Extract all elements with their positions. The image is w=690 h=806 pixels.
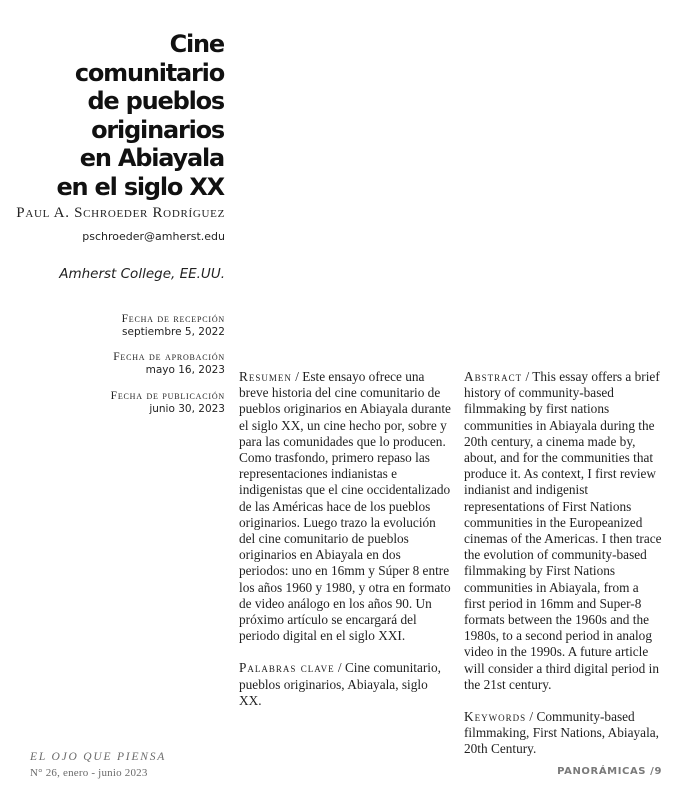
section-page-number: PANORÁMICAS /9 <box>557 766 662 777</box>
keywords-heading: Keywords <box>464 709 527 725</box>
keywords <box>464 709 662 758</box>
date-label: Fecha de aprobación <box>113 351 225 363</box>
abstract-paragraph <box>464 369 662 693</box>
date-received <box>122 313 225 339</box>
date-value: junio 30, 2023 <box>149 403 225 415</box>
author-name: Paul A. Schroeder Rodríguez <box>16 205 225 221</box>
date-label: Fecha de recepción <box>121 313 225 325</box>
resumen-paragraph <box>239 369 451 644</box>
abstract-text: This essay offers a brief history of community-based filmmaking by first nations communities in Abiayala during the 20th century, a cinema made by, about, and for the communities that produce it. As context, I first review indianist and indigenist representations of First Nations communities in the Europeanized cinemas of the Americas. I then trace the evolution of community-based filmmaking by First Nations communities in Abiayala, from a first period in 16mm and Super-8 formats between the 1960s and the 1980s, to a second period in analog video in the 1990s. A future article will consider a third digital period in the 21st century. <box>464 369 662 692</box>
title-line: en el siglo XX <box>56 172 224 201</box>
abstract-heading: Abstract <box>464 369 523 384</box>
date-approved <box>113 351 225 377</box>
abstract-column <box>464 369 662 758</box>
date-label: Fecha de publicación <box>110 390 225 402</box>
author-affiliation: Amherst College, EE.UU. <box>59 266 225 282</box>
date-value: septiembre 5, 2022 <box>122 326 225 338</box>
separator: / <box>291 369 303 384</box>
article-title <box>20 30 224 201</box>
keywords-text: Community-based filmmaking, First Nations, Abiayala, 20th Century. <box>464 709 659 757</box>
palabras-clave <box>239 660 451 709</box>
date-value: mayo 16, 2023 <box>145 364 225 376</box>
journal-name: EL OJO QUE PIENSA <box>30 751 167 763</box>
keywords-text: Cine comunitario, pueblos originarios, Abiayala, siglo XX. <box>239 660 441 708</box>
separator: / <box>522 369 533 384</box>
journal-issue: N° 26, enero - junio 2023 <box>30 767 148 779</box>
date-published <box>111 390 225 416</box>
keywords-heading: Palabras clave <box>239 660 335 676</box>
title-line: en Abiayala <box>79 144 224 172</box>
author-email[interactable]: pschroeder@amherst.edu <box>82 230 225 243</box>
resumen-column <box>239 369 451 709</box>
separator: / <box>334 660 342 676</box>
resumen-text: Este ensayo ofrece una breve historia del cine comunitario de pueblos originarios en Abiayala durante el siglo XX, un cine hecho por, sobre y para las comunidades que lo producen. Como trasfondo, primero repaso las representaciones indianistas e indigenistas que el cine occidentalizado de las Américas hace de los pueblos originarios. Luego trazo la evolución del cine comunitario de pueblos originarios en Abiayala en dos periodos: uno en 16mm y Súper 8 entre los años 1960 y 1980, y otra en formato de video análogo en los años 90. Un próximo artículo se encargará del periodo digital en el siglo XXI. <box>239 369 451 644</box>
title-line: Cine comunitario <box>74 30 224 87</box>
title-line: originarios <box>91 115 224 144</box>
resumen-heading: Resumen <box>239 369 292 384</box>
separator: / <box>526 709 537 725</box>
title-line: de pueblos <box>87 87 224 115</box>
